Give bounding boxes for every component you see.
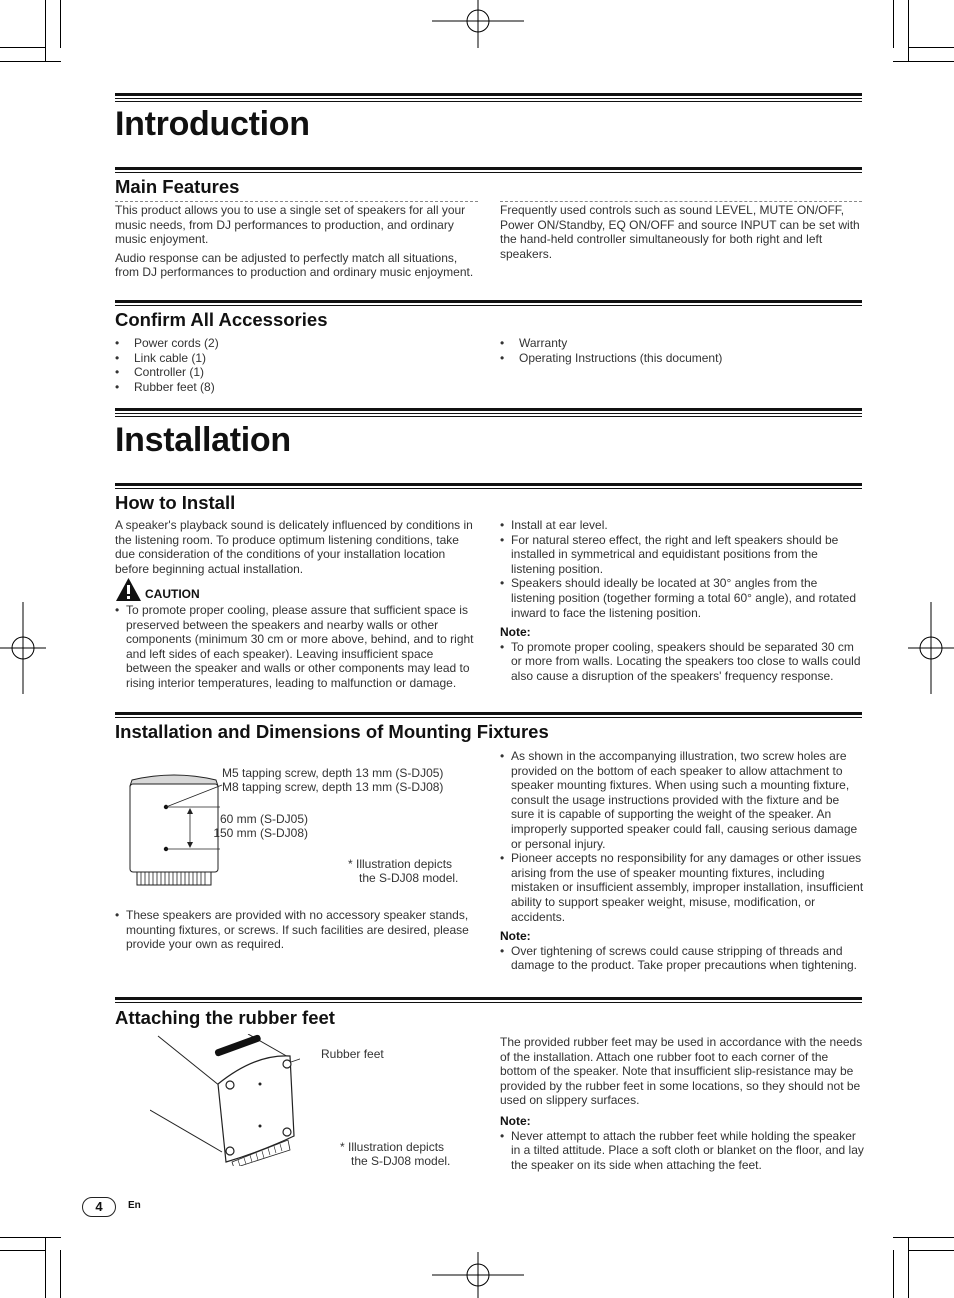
language-label: En [128, 1200, 141, 1211]
rubber-feet-illustration [150, 1034, 300, 1166]
section-rule [115, 997, 862, 1000]
list-item: • As shown in the accompanying illustration, two screw holes are provided on the bottom of each speaker to allow attachment to speaker mounting fixtures. When using such a mounting fixture, consult the usage instructions provided with the fixture and be sure it is capable of supporting the weight of the speaker. An improperly supported speaker could fall, causing serious damage or personal injury. [500, 749, 864, 851]
page-title: Installation [115, 421, 291, 459]
title-rule [115, 98, 862, 99]
accessories-list-right [500, 336, 860, 365]
how-to-install-right [500, 518, 862, 684]
screw-label [222, 766, 443, 795]
warning-icon [115, 577, 142, 602]
section-rule [115, 1002, 862, 1003]
dimension-label [208, 812, 308, 841]
paragraph: The provided rubber feet may be used in accordance with the needs of the installation. Attach one rubber foot to each corner of the bottom of the speaker. Note that insufficient slip-resistance may be provided by the rubber feet in some locations, so they should not be used on slippery surfaces. [500, 1035, 863, 1108]
caution-list [115, 603, 480, 691]
note-label: Note: [500, 625, 531, 640]
list-item: • Speakers should ideally be located at 30° angles from the listening position (together forming a total 60° angle), and rotated inward to face the listening position. [500, 576, 862, 620]
illustration-note-line: the S-DJ08 model. [351, 1154, 451, 1169]
note-label: Note: [500, 1113, 531, 1128]
note-list [500, 1129, 864, 1173]
install-tips-list [500, 518, 862, 620]
screw-label-s-dj05: M5 tapping screw, depth 13 mm (S-DJ05) [222, 766, 444, 780]
list-item: • Link cable (1) [115, 351, 475, 366]
registration-mark-left [0, 602, 46, 694]
paragraph: Audio response can be adjusted to perfectly match all situations, from DJ performances to production and ordinary music enjoyment. [115, 250, 474, 280]
mounting-right [500, 749, 864, 973]
section-rule [115, 488, 862, 489]
registration-mark-right [908, 602, 954, 694]
list-item: • Controller (1) [115, 365, 475, 380]
list-item: • Operating Instructions (this document) [500, 351, 860, 366]
list-item: • Install at ear level. [500, 518, 862, 533]
note-list [500, 640, 862, 684]
section-rule [115, 483, 862, 486]
section-heading-mounting: Installation and Dimensions of Mounting Fixtures [115, 721, 549, 742]
screw-label-s-dj08: M8 tapping screw, depth 13 mm (S-DJ08) [222, 780, 444, 795]
list-item: • To promote proper cooling, please assure that sufficient space is preserved between the speakers and nearby walls or other components (minimum 30 cm or more above, behind, and to right and left sides of each speaker). Leaving insufficient space between the speaker and walls or other components may lead to rising interior temperatures, leading to malfunction or damage. [115, 603, 480, 691]
section-rule [115, 300, 862, 303]
title-rule [115, 408, 862, 411]
caution-label: CAUTION [145, 587, 200, 601]
list-item: • To promote proper cooling, speakers should be separated 30 cm or more from walls. Locating the speakers too close to walls could also cause a disruption of the speakers' frequency response. [500, 640, 862, 684]
how-to-install-intro: A speaker's playback sound is delicately influenced by conditions in the listening room. To produce optimum listening conditions, take due consideration of the conditions of your installation location before beginning actual installation. [115, 518, 473, 576]
list-item: • For natural stereo effect, the right and left speakers should be installed in symmetrical and equidistant positions from the listening position. [500, 533, 862, 577]
list-item: • Warranty [500, 336, 860, 351]
rubber-feet-right [500, 1035, 864, 1172]
column-divider [500, 201, 862, 202]
mounting-list [500, 749, 864, 924]
list-item: • Power cords (2) [115, 336, 475, 351]
rubber-feet-label: Rubber feet [321, 1047, 384, 1061]
main-features-left [115, 203, 481, 284]
registration-mark-bottom [432, 1252, 524, 1298]
section-rule [115, 717, 862, 718]
section-heading-rubber-feet: Attaching the rubber feet [115, 1007, 335, 1028]
section-heading-main-features: Main Features [115, 176, 240, 197]
section-heading-how-to-install: How to Install [115, 492, 236, 513]
illustration-note-line: * Illustration depicts [340, 1140, 445, 1154]
section-rule [115, 305, 862, 306]
illustration-note [340, 1140, 450, 1169]
section-rule [115, 167, 862, 170]
illustration-note [348, 857, 458, 886]
page-number: 4 [82, 1197, 116, 1217]
dimension-s-dj05: 60 mm (S-DJ05) [219, 812, 308, 826]
title-rule [115, 413, 862, 414]
accessories-list-left [115, 336, 475, 394]
list-item: • Over tightening of screws could cause stripping of threads and damage to the product. Take proper precautions when tightening. [500, 944, 864, 973]
title-rule [115, 416, 862, 417]
paragraph: Frequently used controls such as sound LEVEL, MUTE ON/OFF, Power ON/Standby, EQ ON/OFF and source INPUT can be set with the hand-held controller simultaneously for both right and left speakers. [500, 203, 860, 261]
page-title: Introduction [115, 105, 310, 143]
note-list [500, 944, 864, 973]
dimension-s-dj08: 150 mm (S-DJ08) [213, 826, 308, 841]
section-heading-accessories: Confirm All Accessories [115, 309, 328, 330]
list-item: • Rubber feet (8) [115, 380, 475, 395]
column-divider [115, 201, 478, 202]
main-features-right [500, 203, 862, 265]
illustration-note-line: the S-DJ08 model. [359, 871, 459, 886]
illustration-note-line: * Illustration depicts [348, 857, 453, 871]
list-item: • These speakers are provided with no accessory speaker stands, mounting fixtures, or screws. If such facilities are desired, please provide your own as required. [115, 908, 480, 952]
note-label: Note: [500, 929, 531, 944]
registration-mark-top [432, 0, 524, 48]
mounting-left-list [115, 908, 480, 952]
section-rule [115, 712, 862, 715]
title-rule [115, 101, 862, 102]
list-item: • Never attempt to attach the rubber feet while holding the speaker in a tilted attitude. Place a soft cloth or blanket on the floor, and lay the speaker on its side when attaching the feet. [500, 1129, 864, 1173]
list-item: • Pioneer accepts no responsibility for any damages or other issues arising from the use of speaker mounting fixtures, including mistaken or insufficient assembly, improper installation, insufficient ability to support speaker weight, misuse, modification, or accidents. [500, 851, 864, 924]
title-rule [115, 93, 862, 96]
paragraph: This product allows you to use a single set of speakers for all your music needs, from DJ performances to production, and ordinary music enjoyment. [115, 203, 466, 247]
section-rule [115, 172, 862, 173]
